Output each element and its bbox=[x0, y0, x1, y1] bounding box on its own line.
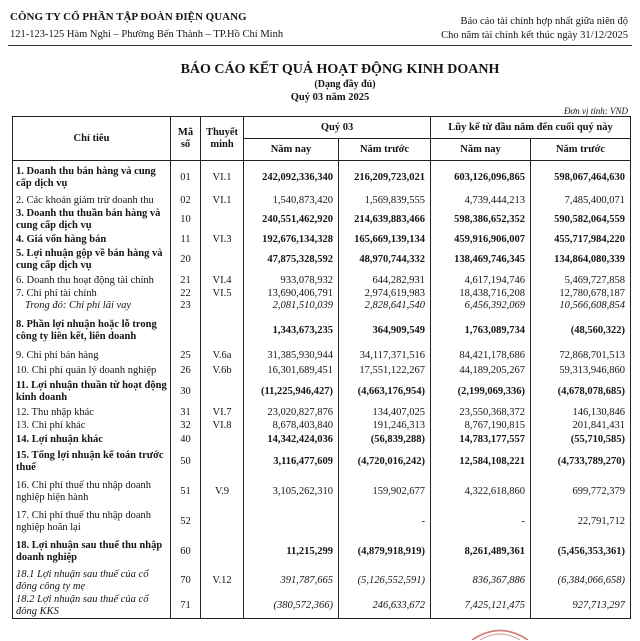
q3-prior-value: 2,974,619,983 bbox=[339, 288, 431, 300]
q3-current-value: 1,343,673,235 bbox=[244, 313, 339, 349]
table-row bbox=[13, 300, 631, 313]
q3-prior-value: 1,569,839,555 bbox=[339, 195, 431, 208]
q3-prior-value: 134,407,025 bbox=[339, 406, 431, 420]
table-row bbox=[13, 364, 631, 378]
q3-current-value: 31,385,930,944 bbox=[244, 349, 339, 364]
q3-prior-value: 216,209,723,021 bbox=[339, 161, 431, 195]
ytd-prior-value: 146,130,846 bbox=[531, 406, 631, 420]
ytd-current-value: 14,783,177,557 bbox=[431, 433, 531, 447]
ytd-current-value: 8,767,190,815 bbox=[431, 420, 531, 433]
q3-current-value: 192,676,134,328 bbox=[244, 233, 339, 247]
q3-prior-value: (4,879,918,919) bbox=[339, 537, 431, 568]
q3-current-value: 1,540,873,420 bbox=[244, 195, 339, 208]
ytd-prior-value: 201,841,431 bbox=[531, 420, 631, 433]
table-row bbox=[13, 378, 631, 406]
q3-prior-value: 214,639,883,466 bbox=[339, 208, 431, 233]
item-label: Trong đó: Chi phí lãi vay bbox=[13, 300, 171, 313]
ytd-prior-value: (48,560,322) bbox=[531, 313, 631, 349]
item-label: 2. Các khoản giảm trừ doanh thu bbox=[13, 195, 171, 208]
item-note: VI.3 bbox=[201, 233, 244, 247]
currency-unit: Đơn vị tính: VND bbox=[563, 106, 628, 116]
ytd-current-value: 7,425,121,475 bbox=[431, 594, 531, 619]
table-row bbox=[13, 508, 631, 537]
column-header-code: Mã số bbox=[171, 117, 201, 161]
item-note: VI.1 bbox=[201, 195, 244, 208]
ytd-prior-value: 59,313,946,860 bbox=[531, 364, 631, 378]
item-note: V.9 bbox=[201, 477, 244, 508]
item-note bbox=[201, 247, 244, 274]
table-row bbox=[13, 233, 631, 247]
report-title: BÁO CÁO KẾT QUẢ HOẠT ĐỘNG KINH DOANH bbox=[180, 62, 500, 77]
item-code: 50 bbox=[171, 447, 201, 477]
item-note bbox=[201, 594, 244, 619]
ytd-prior-value: 134,864,080,339 bbox=[531, 247, 631, 274]
item-label: 4. Giá vốn hàng bán bbox=[13, 233, 171, 247]
item-note: V.6b bbox=[201, 364, 244, 378]
item-code: 70 bbox=[171, 568, 201, 594]
ytd-current-value: 6,456,392,069 bbox=[431, 300, 531, 313]
q3-prior-value: (5,126,552,591) bbox=[339, 568, 431, 594]
q3-prior-value: 34,117,371,516 bbox=[339, 349, 431, 364]
item-code: 10 bbox=[171, 208, 201, 233]
item-code: 31 bbox=[171, 406, 201, 420]
ytd-prior-value: 12,780,678,187 bbox=[531, 288, 631, 300]
ytd-prior-value: 927,713,297 bbox=[531, 594, 631, 619]
report-period: Quý 03 năm 2025 bbox=[290, 92, 370, 103]
item-note bbox=[201, 300, 244, 313]
table-row bbox=[13, 247, 631, 274]
item-label: 18.1 Lợi nhuận sau thuế của cổ đông công ty mẹ bbox=[13, 568, 171, 594]
table-row bbox=[13, 195, 631, 208]
ytd-current-value: 4,739,444,213 bbox=[431, 195, 531, 208]
fiscal-year-note: Cho năm tài chính kết thúc ngày 31/12/2025 bbox=[441, 30, 628, 41]
column-group-ytd: Lũy kế từ đầu năm đến cuối quý này bbox=[431, 117, 631, 139]
item-code: 02 bbox=[171, 195, 201, 208]
q3-current-value: (11,225,946,427) bbox=[244, 378, 339, 406]
item-label: 7. Chi phí tài chính bbox=[13, 288, 171, 300]
item-note bbox=[201, 208, 244, 233]
ytd-current-value: 836,367,886 bbox=[431, 568, 531, 594]
item-code: 26 bbox=[171, 364, 201, 378]
q3-current-value: 16,301,689,451 bbox=[244, 364, 339, 378]
item-code: 52 bbox=[171, 508, 201, 537]
q3-prior-value: - bbox=[339, 508, 431, 537]
q3-current-value: 13,690,406,791 bbox=[244, 288, 339, 300]
item-code: 40 bbox=[171, 433, 201, 447]
item-label: 14. Lợi nhuận khác bbox=[13, 433, 171, 447]
q3-current-value: 240,551,462,920 bbox=[244, 208, 339, 233]
q3-current-value bbox=[244, 508, 339, 537]
column-header-q3-current: Năm nay bbox=[244, 139, 339, 161]
q3-current-value: 391,787,665 bbox=[244, 568, 339, 594]
table-row bbox=[13, 433, 631, 447]
item-label: 8. Phần lợi nhuận hoặc lỗ trong công ty liên kết, liên doanh bbox=[13, 313, 171, 349]
item-code bbox=[171, 313, 201, 349]
item-code: 21 bbox=[171, 274, 201, 288]
ytd-prior-value: 10,566,608,854 bbox=[531, 300, 631, 313]
q3-current-value: 23,020,827,876 bbox=[244, 406, 339, 420]
item-note bbox=[201, 378, 244, 406]
ytd-current-value: 84,421,178,686 bbox=[431, 349, 531, 364]
item-label: 18.2 Lợi nhuận sau thuế của cổ đông KKS bbox=[13, 594, 171, 619]
q3-current-value: 933,078,932 bbox=[244, 274, 339, 288]
item-label: 3. Doanh thu thuần bán hàng và cung cấp dịch vụ bbox=[13, 208, 171, 233]
ytd-current-value: 4,617,194,746 bbox=[431, 274, 531, 288]
q3-prior-value: 364,909,549 bbox=[339, 313, 431, 349]
ytd-prior-value: 699,772,379 bbox=[531, 477, 631, 508]
q3-current-value: 11,215,299 bbox=[244, 537, 339, 568]
q3-current-value: 3,116,477,609 bbox=[244, 447, 339, 477]
q3-prior-value: 191,246,313 bbox=[339, 420, 431, 433]
report-type: Báo cáo tài chính hợp nhất giữa niên độ bbox=[460, 16, 628, 27]
ytd-prior-value: 5,469,727,858 bbox=[531, 274, 631, 288]
ytd-prior-value: 7,485,400,071 bbox=[531, 195, 631, 208]
q3-prior-value: 644,282,931 bbox=[339, 274, 431, 288]
item-note: V.6a bbox=[201, 349, 244, 364]
column-group-quarter: Quý 03 bbox=[244, 117, 431, 139]
q3-prior-value: 48,970,744,332 bbox=[339, 247, 431, 274]
item-code: 23 bbox=[171, 300, 201, 313]
ytd-current-value: 18,438,716,208 bbox=[431, 288, 531, 300]
q3-current-value: 14,342,424,036 bbox=[244, 433, 339, 447]
q3-current-value: 2,081,510,039 bbox=[244, 300, 339, 313]
company-name: CÔNG TY CỔ PHẦN TẬP ĐOÀN ĐIỆN QUANG bbox=[10, 11, 247, 23]
item-label: 16. Chi phí thuế thu nhập doanh nghiệp hiện hành bbox=[13, 477, 171, 508]
item-code: 22 bbox=[171, 288, 201, 300]
ytd-prior-value: 590,582,064,559 bbox=[531, 208, 631, 233]
ytd-prior-value: (55,710,585) bbox=[531, 433, 631, 447]
q3-current-value: 47,875,328,592 bbox=[244, 247, 339, 274]
item-note: VI.8 bbox=[201, 420, 244, 433]
q3-current-value: 8,678,403,840 bbox=[244, 420, 339, 433]
item-label: 10. Chi phí quản lý doanh nghiệp bbox=[13, 364, 171, 378]
q3-prior-value: 17,551,122,267 bbox=[339, 364, 431, 378]
item-label: 6. Doanh thu hoạt động tài chính bbox=[13, 274, 171, 288]
income-statement-table bbox=[12, 116, 631, 619]
header-divider bbox=[8, 45, 632, 46]
column-header-note: Thuyết minh bbox=[201, 117, 244, 161]
q3-current-value: 242,092,336,340 bbox=[244, 161, 339, 195]
ytd-prior-value: (5,456,353,361) bbox=[531, 537, 631, 568]
q3-prior-value: (4,720,016,242) bbox=[339, 447, 431, 477]
item-code: 71 bbox=[171, 594, 201, 619]
column-header-ytd-prior: Năm trước bbox=[531, 139, 631, 161]
item-label: 1. Doanh thu bán hàng và cung cấp dịch vụ bbox=[13, 161, 171, 195]
item-note: VI.1 bbox=[201, 161, 244, 195]
item-note bbox=[201, 537, 244, 568]
column-header-q3-prior: Năm trước bbox=[339, 139, 431, 161]
ytd-prior-value: (4,733,789,270) bbox=[531, 447, 631, 477]
item-label: 15. Tổng lợi nhuận kế toán trước thuế bbox=[13, 447, 171, 477]
ytd-current-value: 12,584,108,221 bbox=[431, 447, 531, 477]
item-label: 9. Chi phí bán hàng bbox=[13, 349, 171, 364]
company-address: 121-123-125 Hàm Nghi – Phường Bến Thành – TP.Hồ Chí Minh bbox=[10, 29, 284, 40]
item-note bbox=[201, 447, 244, 477]
q3-current-value: 3,105,262,310 bbox=[244, 477, 339, 508]
report-form: (Dạng đầy đủ) bbox=[314, 79, 376, 90]
item-label: 11. Lợi nhuận thuần từ hoạt động kinh doanh bbox=[13, 378, 171, 406]
ytd-prior-value: 72,868,701,513 bbox=[531, 349, 631, 364]
item-note: VI.5 bbox=[201, 288, 244, 300]
column-header-ytd-current: Năm nay bbox=[431, 139, 531, 161]
ytd-current-value: 598,386,652,352 bbox=[431, 208, 531, 233]
item-label: 5. Lợi nhuận gộp về bán hàng và cung cấp dịch vụ bbox=[13, 247, 171, 274]
item-code: 11 bbox=[171, 233, 201, 247]
item-code: 32 bbox=[171, 420, 201, 433]
table-row bbox=[13, 568, 631, 594]
ytd-prior-value: (6,384,066,658) bbox=[531, 568, 631, 594]
ytd-prior-value: 22,791,712 bbox=[531, 508, 631, 537]
item-label: 12. Thu nhập khác bbox=[13, 406, 171, 420]
table-row bbox=[13, 420, 631, 433]
table-row bbox=[13, 208, 631, 233]
table-row bbox=[13, 594, 631, 619]
q3-prior-value: 2,828,641,540 bbox=[339, 300, 431, 313]
ytd-current-value: 138,469,746,345 bbox=[431, 247, 531, 274]
item-note: VI.4 bbox=[201, 274, 244, 288]
ytd-current-value: (2,199,069,336) bbox=[431, 378, 531, 406]
item-code: 01 bbox=[171, 161, 201, 195]
item-note bbox=[201, 433, 244, 447]
item-label: 13. Chi phí khác bbox=[13, 420, 171, 433]
ytd-current-value: 8,261,489,361 bbox=[431, 537, 531, 568]
item-label: 18. Lợi nhuận sau thuế thu nhập doanh nghiệp bbox=[13, 537, 171, 568]
item-note: V.12 bbox=[201, 568, 244, 594]
ytd-current-value: 4,322,618,860 bbox=[431, 477, 531, 508]
ytd-current-value: 44,189,205,267 bbox=[431, 364, 531, 378]
ytd-current-value: 23,550,368,372 bbox=[431, 406, 531, 420]
table-row bbox=[13, 349, 631, 364]
item-code: 20 bbox=[171, 247, 201, 274]
q3-prior-value: 159,902,677 bbox=[339, 477, 431, 508]
item-code: 60 bbox=[171, 537, 201, 568]
item-note bbox=[201, 313, 244, 349]
ytd-prior-value: 598,067,464,630 bbox=[531, 161, 631, 195]
table-row bbox=[13, 406, 631, 420]
item-code: 25 bbox=[171, 349, 201, 364]
table-row bbox=[13, 447, 631, 477]
table-row bbox=[13, 537, 631, 568]
table-row bbox=[13, 161, 631, 195]
item-note: VI.7 bbox=[201, 406, 244, 420]
q3-prior-value: (4,663,176,954) bbox=[339, 378, 431, 406]
table-row bbox=[13, 274, 631, 288]
q3-prior-value: (56,839,288) bbox=[339, 433, 431, 447]
company-stamp bbox=[468, 627, 532, 640]
item-note bbox=[201, 508, 244, 537]
table-row bbox=[13, 313, 631, 349]
ytd-prior-value: (4,678,078,685) bbox=[531, 378, 631, 406]
ytd-current-value: 1,763,089,734 bbox=[431, 313, 531, 349]
item-code: 30 bbox=[171, 378, 201, 406]
q3-prior-value: 165,669,139,134 bbox=[339, 233, 431, 247]
ytd-current-value: - bbox=[431, 508, 531, 537]
ytd-current-value: 459,916,906,007 bbox=[431, 233, 531, 247]
item-label: 17. Chi phí thuế thu nhập doanh nghiệp hoãn lại bbox=[13, 508, 171, 537]
header-row bbox=[13, 117, 631, 139]
item-code: 51 bbox=[171, 477, 201, 508]
ytd-prior-value: 455,717,984,220 bbox=[531, 233, 631, 247]
ytd-current-value: 603,126,096,865 bbox=[431, 161, 531, 195]
table-row bbox=[13, 477, 631, 508]
column-header-item: Chỉ tiêu bbox=[13, 117, 171, 161]
q3-prior-value: 246,633,672 bbox=[339, 594, 431, 619]
q3-current-value: (380,572,366) bbox=[244, 594, 339, 619]
table-row bbox=[13, 288, 631, 300]
